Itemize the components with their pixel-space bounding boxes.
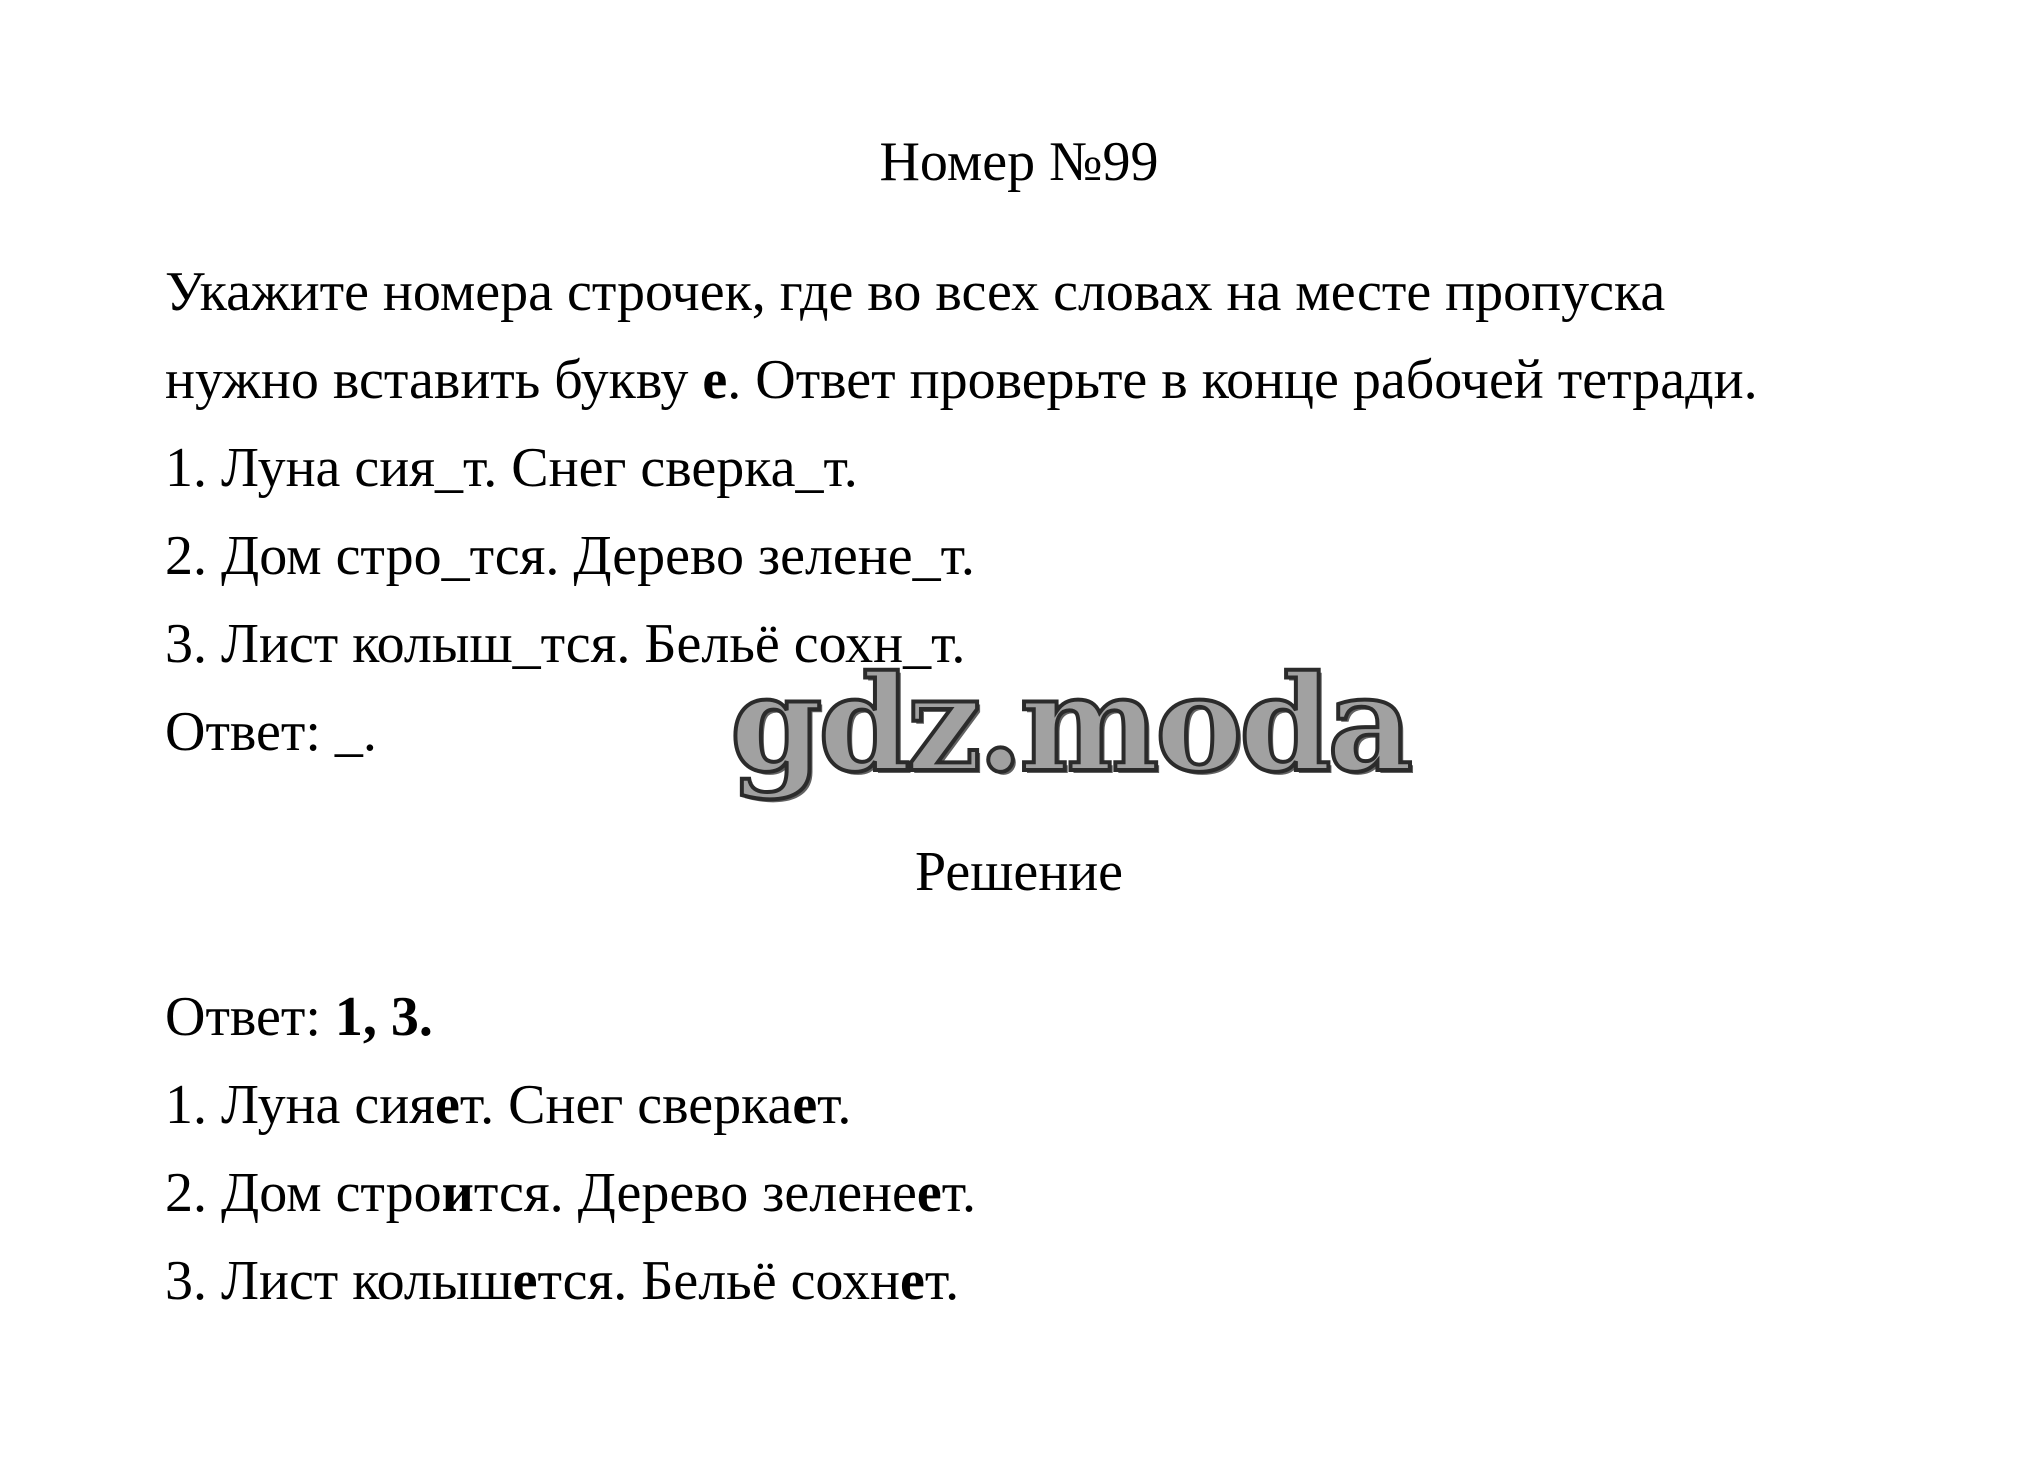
task-highlight-letter: е	[702, 349, 728, 411]
solution-item-1-part-1: 1. Луна сия	[165, 1074, 435, 1136]
watermark-logo: gdz.moda	[730, 647, 1410, 802]
solution-item-3-part-3: т.	[924, 1250, 960, 1312]
solution-answer-value: 1, 3.	[334, 986, 433, 1048]
task-item-3: 3. Лист колыш_тся. Бельё сохн_т.	[165, 613, 966, 675]
solution-title: Решение	[914, 841, 1124, 903]
solution-item-3-part-2: тся. Бельё сохн	[537, 1250, 901, 1312]
solution-item-1-part-2: т. Снег сверка	[459, 1074, 793, 1136]
solution-item-2	[165, 1161, 976, 1225]
task-text-line-2-end: . Ответ проверьте в конце рабочей тетради.	[727, 349, 1758, 411]
solution-item-2-part-3: т.	[941, 1162, 977, 1224]
task-text-line-1: Укажите номера строчек, где во всех словах на месте пропуска	[165, 261, 1666, 323]
solution-item-2-letter-2: е	[916, 1162, 942, 1224]
solution-item-2-part-1: 2. Дом стро	[165, 1162, 442, 1224]
solution-item-3-letter-1: е	[512, 1250, 538, 1312]
solution-answer-label: Ответ:	[165, 986, 335, 1048]
solution-item-1-part-3: т.	[817, 1074, 852, 1136]
solution-item-2-part-2: тся. Дерево зелене	[473, 1162, 917, 1224]
solution-item-3-letter-2: е	[900, 1250, 925, 1312]
solution-item-3-part-1: 3. Лист колыш	[165, 1250, 513, 1312]
task-text-line-2-start: нужно вставить букву	[165, 349, 703, 411]
task-item-2: 2. Дом стро_тся. Дерево зелене_т.	[165, 525, 975, 587]
solution-item-2-letter-1: и	[441, 1162, 474, 1224]
solution-item-1	[165, 1073, 851, 1137]
solution-item-1-letter-1: е	[435, 1074, 460, 1136]
task-text-line-2	[165, 348, 1758, 412]
page-title: Номер №99	[879, 131, 1159, 193]
solution-answer	[165, 985, 433, 1049]
solution-item-3	[165, 1249, 959, 1313]
task-item-1: 1. Луна сия_т. Снег сверка_т.	[165, 437, 858, 499]
task-answer-blank: Ответ: _.	[165, 701, 377, 763]
solution-item-1-letter-2: е	[792, 1074, 818, 1136]
